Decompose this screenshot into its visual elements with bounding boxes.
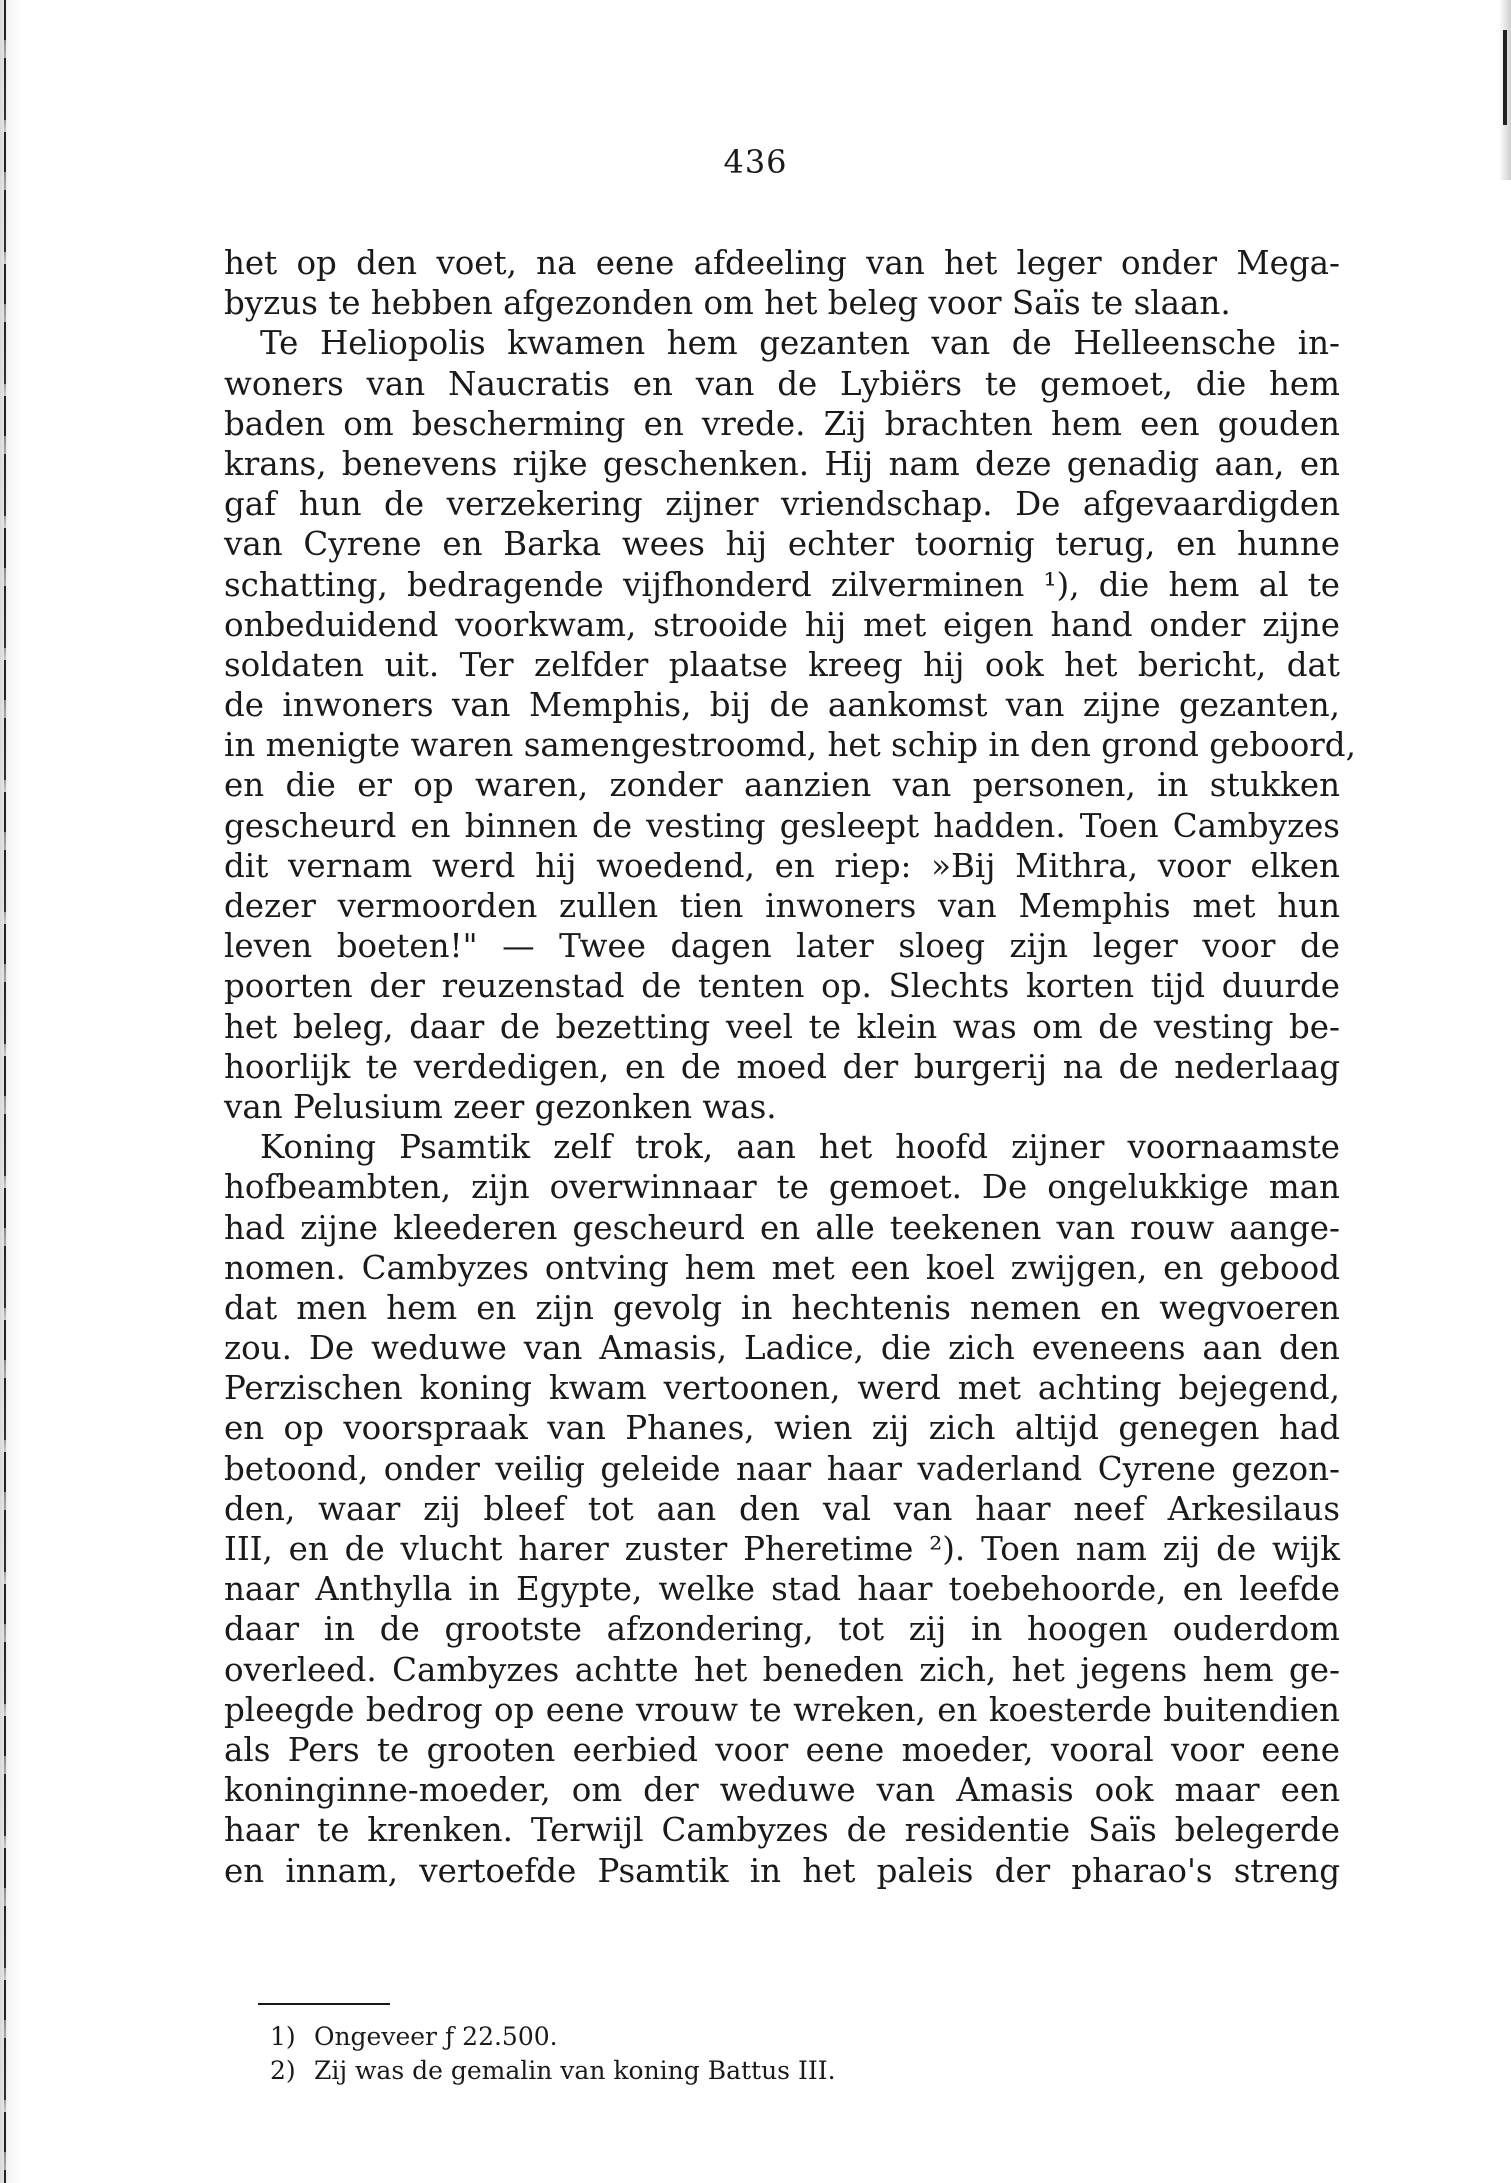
text-line: hoorlijk te verdedigen, en de moed der burgerij na de nederlaag <box>224 1047 1340 1086</box>
text-line: daar in de grootste afzondering, tot zij in hoogen ouderdom <box>224 1610 1340 1649</box>
text-line: krans, benevens rijke geschenken. Hij nam deze genadig aan, en <box>224 444 1340 483</box>
text-line: overleed. Cambyzes achtte het beneden zich, het jegens hem ge- <box>224 1650 1340 1689</box>
text-line: byzus te hebben afgezonden om het beleg voor Saïs te slaan. <box>224 284 1231 323</box>
text-line: woners van Naucratis en van de Lybiërs te gemoet, die hem <box>224 364 1340 403</box>
footnote-text: Ongeveer ƒ 22.500. <box>313 2022 558 2051</box>
scan-edge-left <box>0 0 40 2183</box>
text-line: zou. De weduwe van Amasis, Ladice, die zich eveneens aan den <box>224 1329 1340 1368</box>
text-line: soldaten uit. Ter zelfder plaatse kreeg hij ook het bericht, dat <box>224 645 1340 684</box>
text-line: betoond, onder veilig geleide naar haar vaderland Cyrene gezon- <box>224 1449 1340 1488</box>
text-line: gescheurd en binnen de vesting gesleept hadden. Toen Cambyzes <box>224 806 1340 845</box>
text-line: Koning Psamtik zelf trok, aan het hoofd zijner voornaamste <box>260 1128 1340 1167</box>
text-line: nomen. Cambyzes ontving hem met een koel zwijgen, en gebood <box>224 1248 1340 1287</box>
footnote-text: Zij was de gemalin van koning Battus III. <box>313 2056 836 2085</box>
text-line: poorten der reuzenstad de tenten op. Slechts korten tijd duurde <box>224 967 1340 1006</box>
footnote-1 <box>270 2020 1170 2054</box>
text-line: van Pelusium zeer gezonken was. <box>224 1087 777 1126</box>
footnote-marker: 1) <box>270 2022 296 2051</box>
text-line: naar Anthylla in Egypte, welke stad haar toebehoorde, en leefde <box>224 1570 1340 1609</box>
footnote-divider <box>258 2003 390 2005</box>
text-line: dat men hem en zijn gevolg in hechtenis nemen en wegvoeren <box>224 1288 1340 1327</box>
text-line: haar te krenken. Terwijl Cambyzes de residentie Saïs belegerde <box>224 1811 1340 1850</box>
text-line: had zijne kleederen gescheurd en alle teekenen van rouw aange- <box>224 1208 1340 1247</box>
page-number: 436 <box>723 143 788 181</box>
text-line: het op den voet, na eene afdeeling van het leger onder Mega- <box>224 244 1340 282</box>
text-line: het beleg, daar de bezetting veel te klein was om de vesting be- <box>224 1007 1340 1046</box>
text-line: leven boeten!" — Twee dagen later sloeg zijn leger voor de <box>224 927 1340 966</box>
text-line: in menigte waren samengestroomd, het schip in den grond geboord, <box>224 726 1356 765</box>
body-text <box>224 243 1356 1891</box>
text-line: pleegde bedrog op eene vrouw te wreken, en koesterde buitendien <box>224 1690 1340 1729</box>
text-line: den, waar zij bleef tot aan den val van haar neef Arkesilaus <box>224 1489 1340 1528</box>
text-line: Te Heliopolis kwamen hem gezanten van de Helleensche in- <box>260 324 1340 363</box>
text-line: en op voorspraak van Phanes, wien zij zich altijd genegen had <box>224 1409 1340 1448</box>
text-line: gaf hun de verzekering zijner vriendschap. De afgevaardigden <box>224 485 1340 524</box>
text-line: de inwoners van Memphis, bij de aankomst van zijne gezanten, <box>224 686 1340 725</box>
text-line: als Pers te grooten eerbied voor eene moeder, vooral voor eene <box>224 1730 1340 1769</box>
text-line: III, en de vlucht harer zuster Pheretime ²). Toen nam zij de wijk <box>224 1530 1340 1568</box>
text-line: en innam, vertoefde Psamtik in het paleis der pharao's streng <box>224 1851 1340 1890</box>
text-line: dit vernam werd hij woedend, en riep: »Bij Mithra, voor elken <box>224 846 1340 885</box>
text-line: van Cyrene en Barka wees hij echter toornig terug, en hunne <box>224 525 1340 564</box>
text-line: Perzischen koning kwam vertoonen, werd met achting bejegend, <box>224 1369 1340 1408</box>
text-line: koninginne-moeder, om der weduwe van Amasis ook maar een <box>224 1771 1340 1810</box>
text-line: hofbeambten, zijn overwinnaar te gemoet. De ongelukkige man <box>224 1168 1340 1207</box>
text-line: en die er op waren, zonder aanzien van personen, in stukken <box>224 766 1340 805</box>
text-line: schatting, bedragende vijfhonderd zilverminen ¹), die hem al te <box>224 565 1340 604</box>
text-line: onbeduidend voorkwam, strooide hij met eigen hand onder zijne <box>224 605 1340 644</box>
footnote-marker: 2) <box>270 2056 296 2085</box>
footnotes <box>270 2020 1170 2088</box>
text-line: baden om bescherming en vrede. Zij brachten hem een gouden <box>224 404 1340 443</box>
footnote-2 <box>270 2054 1170 2088</box>
text-line: dezer vermoorden zullen tien inwoners van Memphis met hun <box>224 887 1340 925</box>
